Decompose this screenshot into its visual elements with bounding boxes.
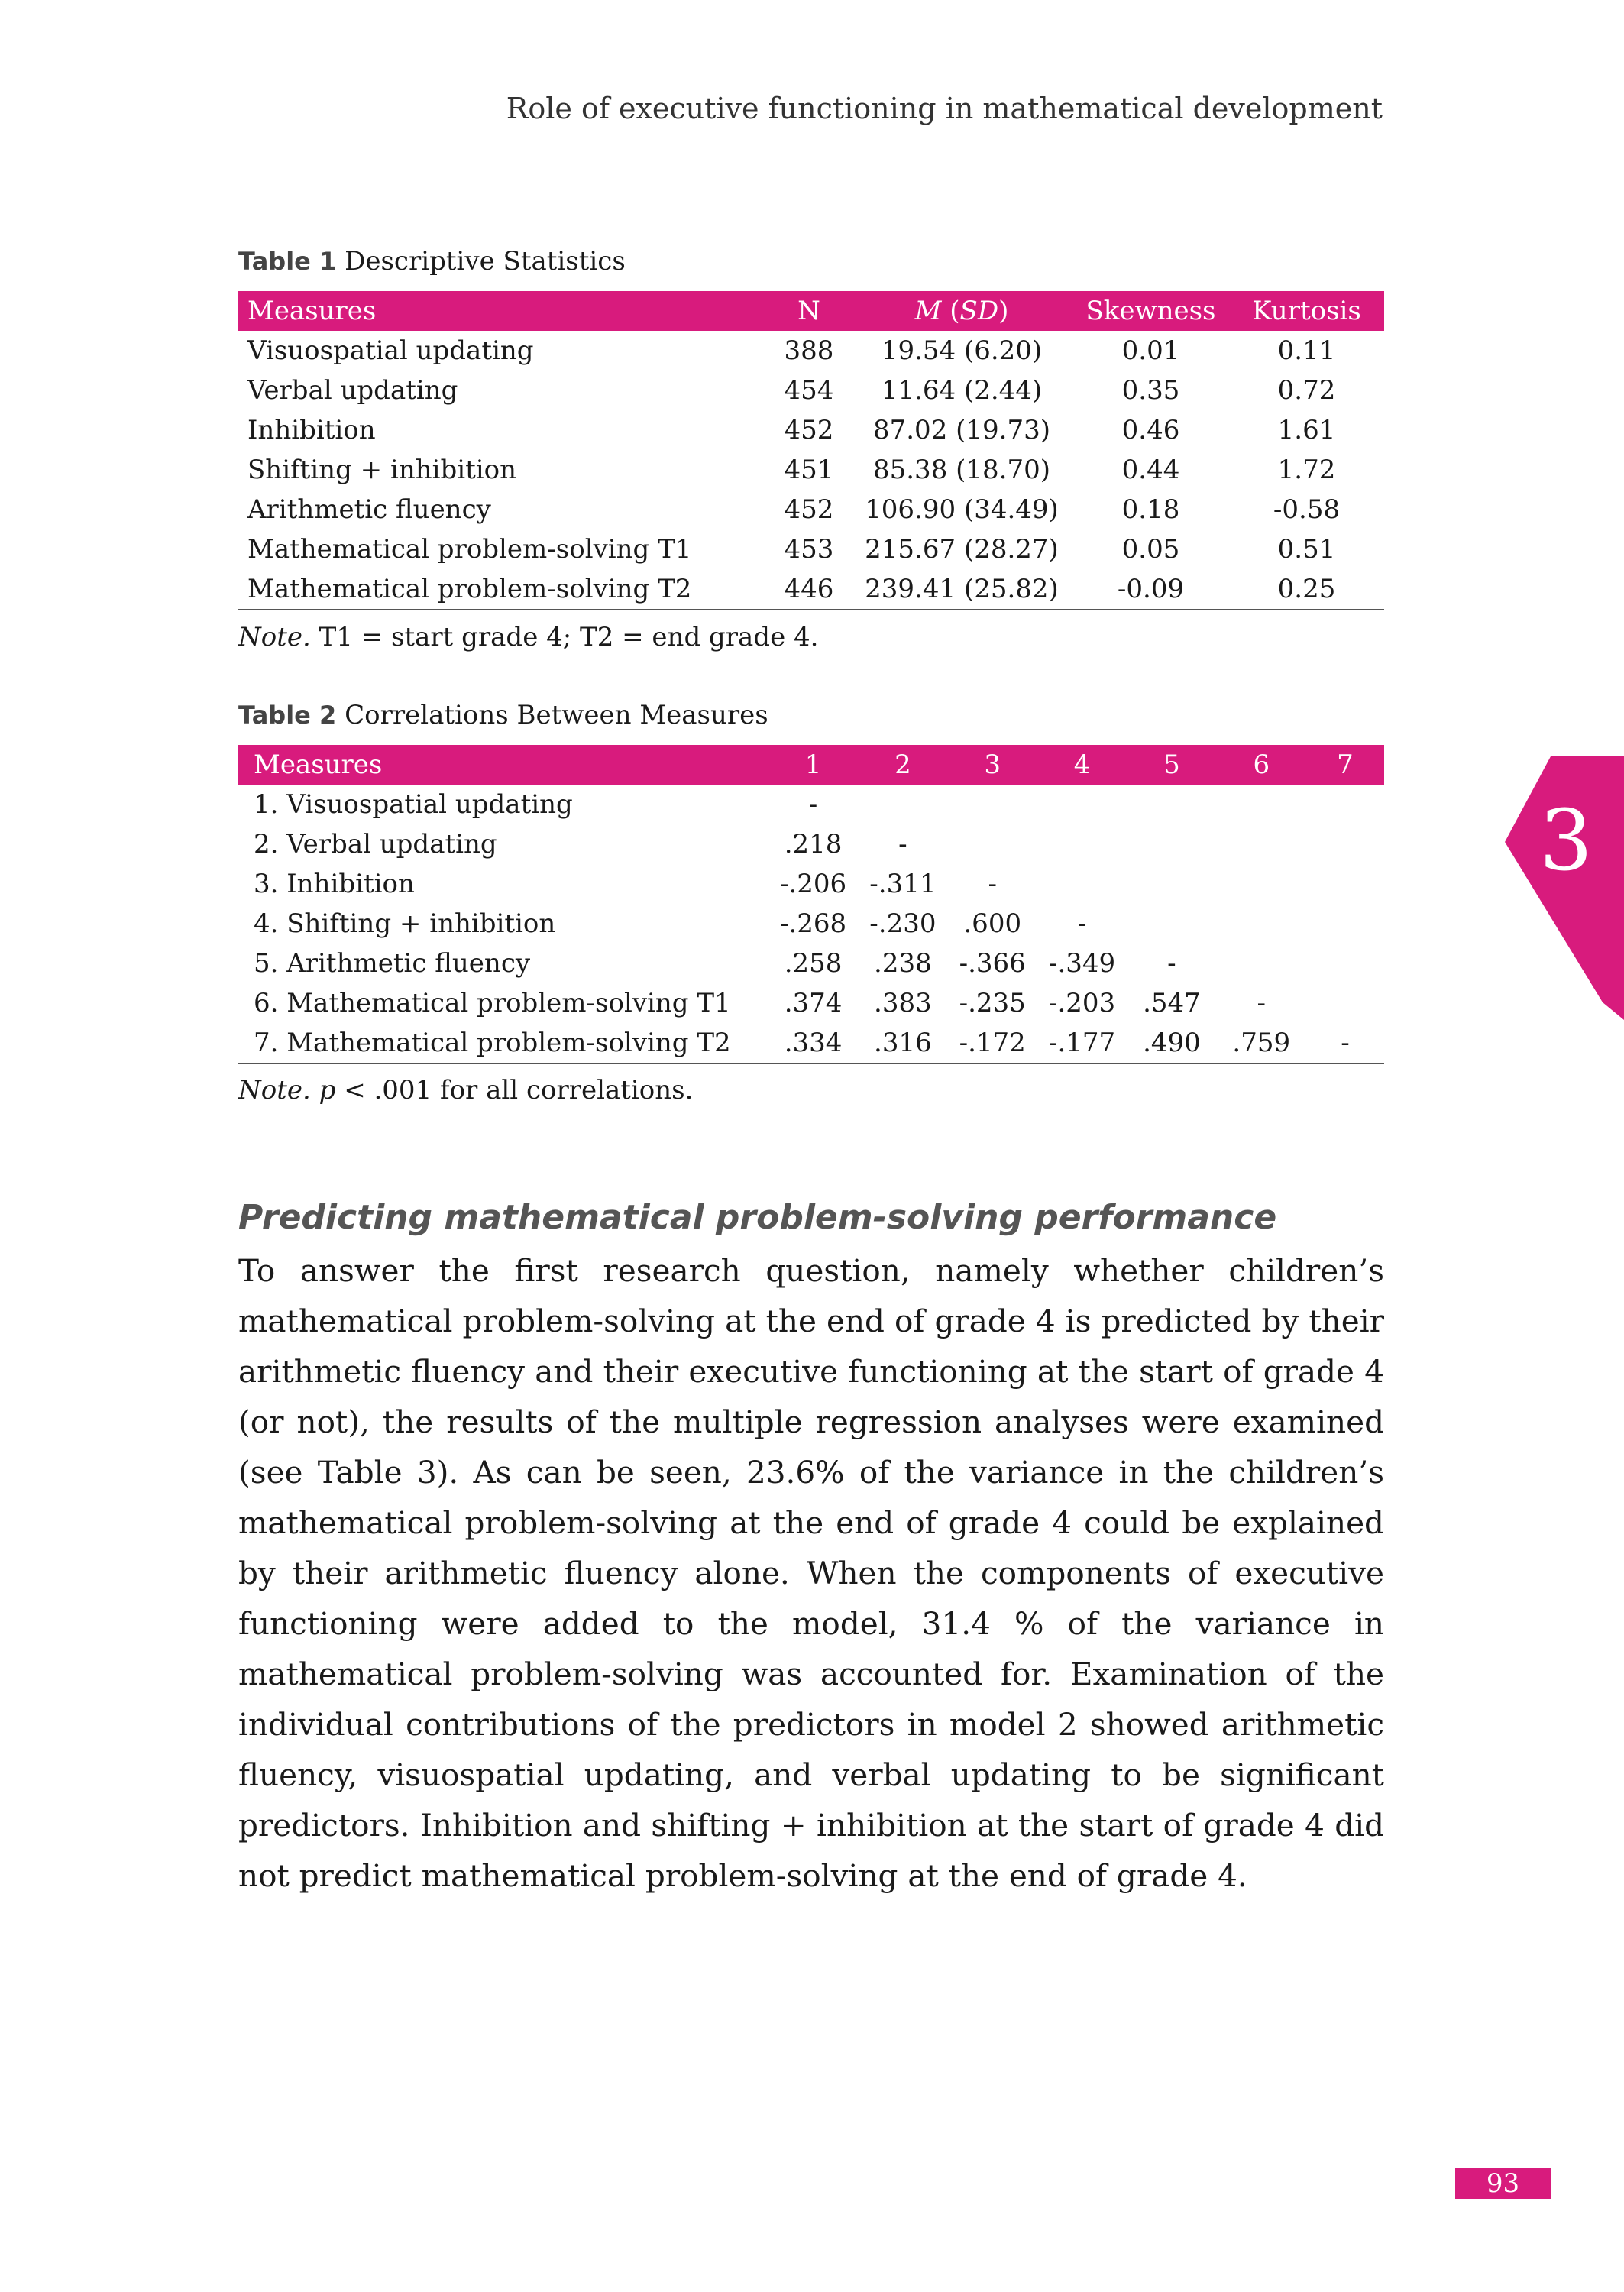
- table-row: [238, 1023, 1384, 1063]
- table2-caption: [238, 700, 768, 730]
- correlations-table: [238, 745, 1384, 1064]
- table2-cell: .218: [784, 829, 843, 860]
- table2-cell: [1037, 864, 1127, 904]
- table1-cell-msd: 85.38 (18.70): [872, 455, 1050, 485]
- table1-note: Note. T1 = start grade 4; T2 = end grade 4.: [238, 622, 819, 652]
- table2-cell: .334: [768, 1023, 858, 1063]
- table1-cell-n: 452: [784, 415, 834, 445]
- table2-cell: [1037, 824, 1127, 864]
- section-heading: Predicting mathematical problem-solving performance: [238, 1198, 1277, 1237]
- table-row: [238, 450, 1384, 490]
- table1-cell-skew: -0.09: [1072, 569, 1229, 610]
- table2-cell: [1306, 983, 1384, 1023]
- table-row: [238, 490, 1384, 529]
- table1-cell-measure: Inhibition: [247, 415, 376, 445]
- table2-row-label: 4. Shifting + inhibition: [254, 908, 556, 939]
- table2-cell: [1037, 785, 1127, 824]
- table2-cell: -: [1077, 908, 1087, 939]
- table2-cell: -: [1306, 1023, 1384, 1063]
- table1-header-msd: M (SD): [914, 296, 1009, 326]
- table2-cell: -.203: [1048, 988, 1116, 1018]
- table1-cell-n: 388: [784, 335, 834, 366]
- table1-cell-skew: 0.18: [1121, 494, 1180, 525]
- body-paragraph: To answer the first research question, namely whether children’s mathematical problem-solving at the end of grade 4 is predicted by their arithmetic fluency and their executive functioning at the start of grade 4 (or not), the results of the multiple regression analyses were examined (see Table 3). As can be seen, 23.6% of the variance in the children’s mathematical problem-solving at the end of grade 4 could be explained by their arithmetic fluency alone. When the components of executive functioning were added to the model, 31.4 % of the variance in mathematical problem-solving was accounted for. Examination of the individual contributions of the predictors in model 2 showed arithmetic fluency, visuospatial updating, and verbal updating to be significant predictors. Inhibition and shifting + inhibition at the start of grade 4 did not predict mathematical problem-solving at the end of grade 4.: [238, 1252, 1384, 1894]
- table-row: [238, 944, 1384, 983]
- table1-cell-msd: 19.54 (6.20): [881, 335, 1043, 366]
- table2-cell: [948, 824, 1037, 864]
- table2-row-label: 2. Verbal updating: [254, 829, 497, 860]
- table1-cell-msd: 106.90 (34.49): [865, 494, 1059, 525]
- table2-cell: -.311: [869, 869, 937, 899]
- table1-cell-skew: 0.35: [1121, 375, 1180, 406]
- table1-label: Table 1: [238, 247, 337, 276]
- table1-cell-measure: Mathematical problem-solving T2: [238, 569, 767, 610]
- table2-cell: .316: [858, 1023, 947, 1063]
- table2-cell: [1217, 824, 1306, 864]
- table1-cell-kurt: 1.72: [1277, 455, 1336, 485]
- table1-header-row: [238, 291, 1384, 331]
- table2-header-row: [238, 745, 1384, 785]
- table2-header-col7: 7: [1337, 749, 1354, 780]
- table1-cell-n: 446: [767, 569, 851, 610]
- table1-header-skewness: Skewness: [1085, 296, 1216, 326]
- table1-title: Descriptive Statistics: [345, 246, 626, 277]
- table-row: [238, 824, 1384, 864]
- table-row: [238, 864, 1384, 904]
- table2-cell: [1127, 864, 1216, 904]
- table1-cell-n: 451: [784, 455, 834, 485]
- table2-header-col6: 6: [1253, 749, 1270, 780]
- table-row: [238, 983, 1384, 1023]
- table1-header-kurtosis: Kurtosis: [1252, 296, 1361, 326]
- table1-cell-skew: 0.05: [1121, 534, 1180, 565]
- table1-cell-measure: Verbal updating: [247, 375, 458, 406]
- table-row: [238, 569, 1384, 610]
- table1-cell-msd: 239.41 (25.82): [851, 569, 1072, 610]
- table2-cell: -: [1257, 988, 1267, 1018]
- descriptive-statistics-table: [238, 291, 1384, 610]
- table2-cell: [1306, 824, 1384, 864]
- table2-note: Note. p < .001 for all correlations.: [238, 1075, 694, 1106]
- table2-header-col1: 1: [804, 749, 822, 780]
- table1-cell-n: 452: [784, 494, 834, 525]
- table2-row-label: 1. Visuospatial updating: [254, 789, 573, 820]
- table1-cell-n: 453: [784, 534, 834, 565]
- table1-cell-kurt: 1.61: [1277, 415, 1336, 445]
- table2-title: Correlations Between Measures: [345, 700, 768, 730]
- table2-cell: [858, 785, 947, 824]
- table2-cell: [1217, 904, 1306, 944]
- table1-cell-kurt: -0.58: [1273, 494, 1341, 525]
- table2-cell: [1306, 864, 1384, 904]
- table-row: [238, 410, 1384, 450]
- table2-cell: [1306, 904, 1384, 944]
- table2-cell: -.349: [1048, 948, 1116, 979]
- table2-cell: [1217, 785, 1306, 824]
- table1-cell-skew: 0.46: [1121, 415, 1180, 445]
- table-row: [238, 371, 1384, 410]
- table2-cell: [948, 785, 1037, 824]
- table2-cell: -.177: [1037, 1023, 1127, 1063]
- table2-cell: .374: [784, 988, 843, 1018]
- table1-cell-msd: 215.67 (28.27): [865, 534, 1059, 565]
- table2-cell: -: [988, 869, 997, 899]
- table-row: [238, 904, 1384, 944]
- table2-label: Table 2: [238, 701, 337, 730]
- table2-cell: -: [898, 829, 907, 860]
- table2-cell: -: [1167, 948, 1176, 979]
- table2-cell: [1127, 785, 1216, 824]
- table2-header-measures: Measures: [254, 749, 383, 780]
- table1-cell-msd: 11.64 (2.44): [881, 375, 1043, 406]
- table1-cell-skew: 0.44: [1121, 455, 1180, 485]
- table2-row-label: 5. Arithmetic fluency: [254, 948, 531, 979]
- table2-row-label: 6. Mathematical problem-solving T1: [254, 988, 731, 1018]
- table2-cell: .258: [784, 948, 843, 979]
- table1-cell-measure: Mathematical problem-solving T1: [247, 534, 692, 565]
- table2-cell: .600: [963, 908, 1022, 939]
- running-head: Role of executive functioning in mathematical development: [506, 92, 1383, 125]
- table2-cell: -.268: [779, 908, 847, 939]
- table2-header-col2: 2: [894, 749, 911, 780]
- table1-cell-kurt: 0.72: [1277, 375, 1336, 406]
- table2-cell: -.172: [948, 1023, 1037, 1063]
- table1-cell-kurt: 0.11: [1277, 335, 1336, 366]
- table2-cell: [1306, 785, 1384, 824]
- table2-cell: -: [808, 789, 818, 820]
- table2-cell: [1306, 944, 1384, 983]
- table2-cell: [1217, 864, 1306, 904]
- table2-cell: -.230: [869, 908, 937, 939]
- table1-cell-msd: 87.02 (19.73): [872, 415, 1050, 445]
- table2-header-col5: 5: [1163, 749, 1180, 780]
- table-row: [238, 331, 1384, 371]
- table1-cell-measure: Visuospatial updating: [247, 335, 534, 366]
- table2-cell: .490: [1127, 1023, 1216, 1063]
- table2-cell: .759: [1217, 1023, 1306, 1063]
- table1-cell-measure: Arithmetic fluency: [247, 494, 491, 525]
- table1-header-measures: Measures: [247, 296, 377, 326]
- table2-cell: -.206: [779, 869, 847, 899]
- table1-cell-kurt: 0.51: [1277, 534, 1336, 565]
- table2-cell: .383: [874, 988, 932, 1018]
- table2-cell: .547: [1143, 988, 1201, 1018]
- chapter-tab: [1505, 756, 1624, 1020]
- table2-cell: [1217, 944, 1306, 983]
- table2-header-col4: 4: [1073, 749, 1091, 780]
- page-number: 93: [1455, 2168, 1551, 2199]
- table1-cell-n: 454: [784, 375, 834, 406]
- table2-row-label: 3. Inhibition: [254, 869, 415, 899]
- table-row: [238, 785, 1384, 824]
- table1-caption: [238, 246, 626, 277]
- table2-cell: [1127, 904, 1216, 944]
- table2-cell: .238: [874, 948, 932, 979]
- table1-header-n: N: [797, 296, 820, 326]
- chapter-number: 3: [1539, 792, 1593, 889]
- table2-cell: [1127, 824, 1216, 864]
- table2-cell: -.366: [959, 948, 1026, 979]
- table2-header-col3: 3: [984, 749, 1001, 780]
- table2-cell: -.235: [959, 988, 1026, 1018]
- table1-cell-skew: 0.01: [1121, 335, 1180, 366]
- table1-cell-measure: Shifting + inhibition: [247, 455, 517, 485]
- table1-cell-kurt: 0.25: [1229, 569, 1384, 610]
- table2-row-label: 7. Mathematical problem-solving T2: [238, 1023, 768, 1063]
- table-row: [238, 529, 1384, 569]
